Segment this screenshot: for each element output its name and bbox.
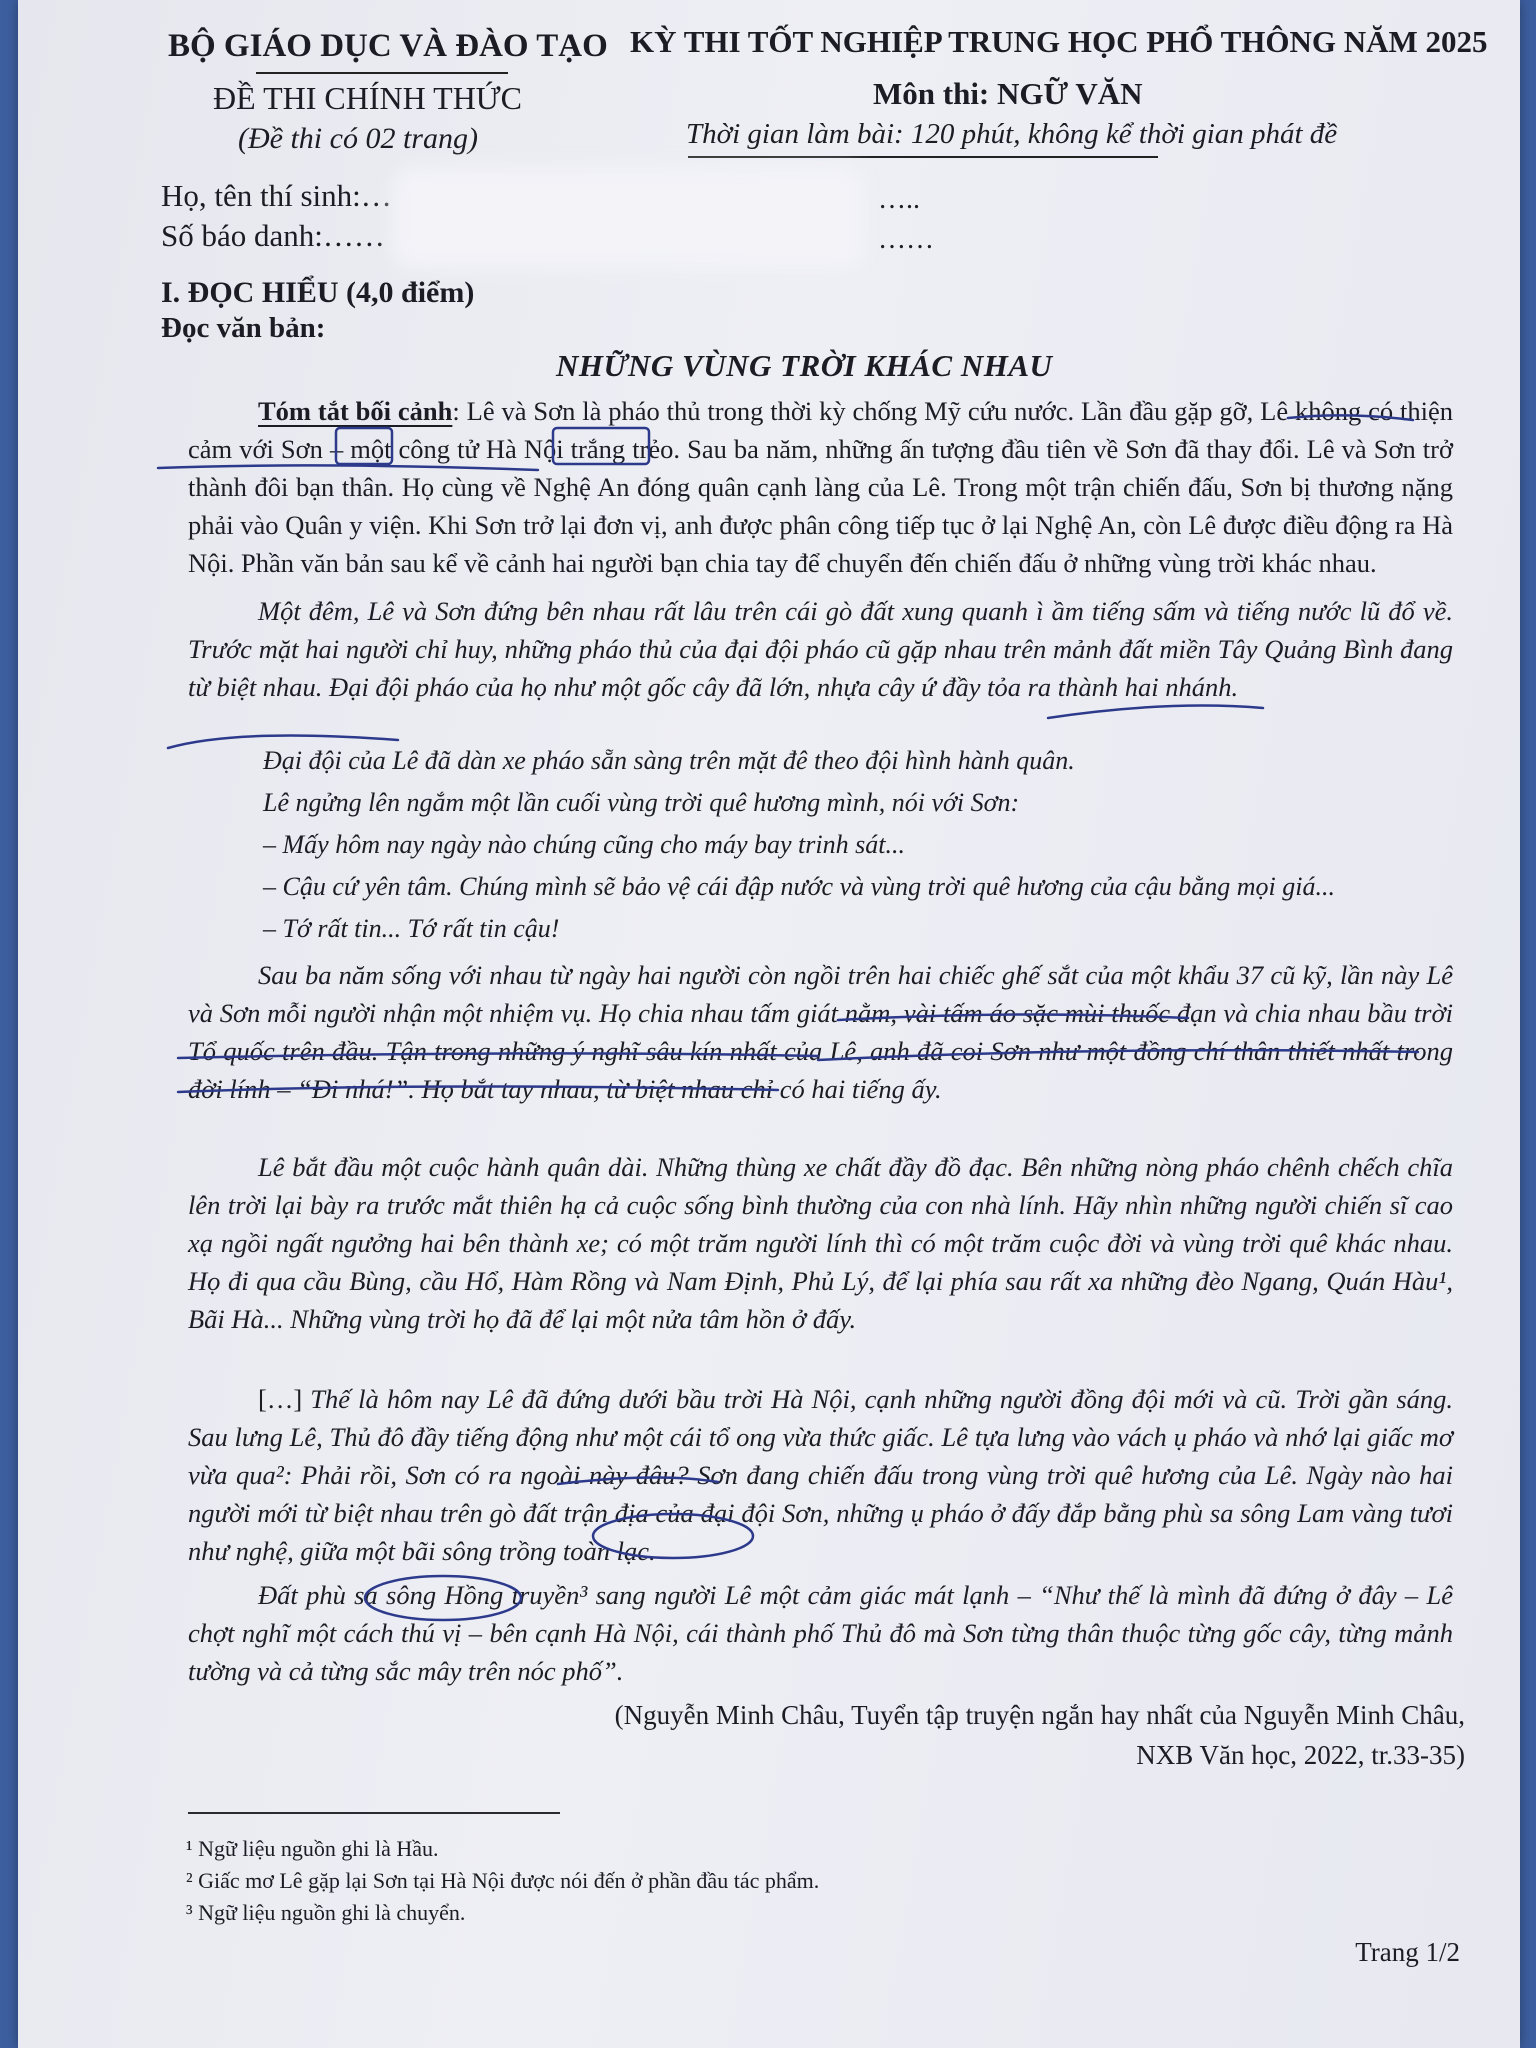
dialogue-2: – Cậu cứ yên tâm. Chúng mình sẽ bảo vệ cái đập nước và vùng trời quê hương của cậu bằng mọi giá... — [263, 872, 1336, 901]
body-paragraph-4: Sau ba năm sống với nhau từ ngày hai người còn ngồi trên hai chiếc ghế sắt của một khẩu 37 cũ kỹ, lần này Lê và Sơn mỗi người nhận một nhiệm vụ. Họ chia nhau tấm giát nằm, vài tấm áo sặc mùi thuốc đạn và chia nhau bầu trời Tổ quốc trên đầu. Tận trong những ý nghĩ sâu kín nhất của Lê, anh đã coi Sơn như một đồng chí thân thiết nhất trong đời lính – “Đi nhá!”. Họ bắt tay nhau, từ biệt nhau chỉ có hai tiếng ấy. — [188, 960, 1453, 1104]
candidate-name-dots: ….. — [878, 184, 920, 215]
pages-note: (Đề thi có 02 trang) — [238, 122, 478, 155]
exam-title: KỲ THI TỐT NGHIỆP TRUNG HỌC PHỔ THÔNG NĂM 2025 — [630, 24, 1488, 59]
footnote-separator — [188, 1812, 560, 1814]
body-paragraph-7: Đất phù sa sông Hồng truyền³ sang người Lê một cảm giác mát lạnh – “Như thế là mình đã đứng ở đây – Lê chợt nghĩ một cách thú vị – bên cạnh Hà Nội, cái thành phố Thủ đô mà Sơn từng thân thuộc từng gốc cây, từng mảnh tường và cả từng sắc mây trên nóc phố”. — [188, 1580, 1453, 1686]
body-paragraph-6-text: Thế là hôm nay Lê đã đứng dưới bầu trời Hà Nội, cạnh những người đồng đội mới và cũ. Trời gần sáng. Sau lưng Lê, Thủ đô đầy tiếng động như một cái tổ ong vừa thức giấc. Lê tựa lưng vào vách ụ pháo và nhớ lại giấc mơ vừa qua²: Phải rồi, Sơn có ra ngoài này đâu? Sơn đang chiến đấu trong vùng trời quê hương của Lê. Ngày nào hai người mới từ biệt nhau trên gò đất trận địa của đại đội Sơn, những ụ pháo ở đấy đắp bằng phù sa sông Lam vàng tươi như nghệ, giữa một bãi sông trồng toàn lạc. — [188, 1384, 1454, 1566]
dialogue-1: – Mấy hôm nay ngày nào chúng cũng cho máy bay trinh sát... — [263, 830, 905, 859]
section-instruction: Đọc văn bản: — [161, 312, 326, 344]
summary-text: : Lê và Sơn là pháo thủ trong thời kỳ chống Mỹ cứu nước. Lần đầu gặp gỡ, Lê không có thiện cảm với Sơn – một công tử Hà Nội trắng trẻo. Sau ba năm, những ấn tượng đầu tiên về Sơn đã thay đổi. Lê và Sơn trở thành đôi bạn thân. Họ cùng về Nghệ An đóng quân cạnh làng của Lê. Trong một trận chiến đấu, Sơn bị thương nặng phải vào Quân y viện. Khi Sơn trở lại đơn vị, anh được phân công tiếp tục ở lại Nghệ An, còn Lê được điều động ra Hà Nội. Phần văn bản sau kể về cảnh hai người bạn chia tay để chuyển đến chiến đấu ở những vùng trời khác nhau. — [188, 396, 1453, 578]
body-paragraph-6 — [188, 1380, 1453, 1570]
redaction-blur — [393, 168, 863, 268]
body-line-2: Đại đội của Lê đã dàn xe pháo sẵn sàng trên mặt đê theo đội hình hành quân. — [263, 746, 1075, 775]
page-number: Trang 1/2 — [1355, 1937, 1460, 1967]
dialogue-3: – Tớ rất tin... Tớ rất tin cậu! — [263, 914, 560, 943]
story-title: NHỮNG VÙNG TRỜI KHÁC NHAU — [556, 348, 1053, 383]
exam-paper — [18, 0, 1520, 2048]
source-line-1: (Nguyễn Minh Châu, Tuyển tập truyện ngắn hay nhất của Nguyễn Minh Châu, — [614, 1700, 1465, 1730]
ministry-name: BỘ GIÁO DỤC VÀ ĐÀO TẠO — [168, 28, 608, 64]
official-label: ĐỀ THI CHÍNH THỨC — [213, 80, 522, 116]
candidate-id-dots: …… — [878, 224, 934, 255]
footnote-1: ¹ Ngữ liệu nguồn ghi là Hầu. — [186, 1836, 439, 1861]
footnote-2: ² Giấc mơ Lê gặp lại Sơn tại Hà Nội được nói đến ở phần đầu tác phẩm. — [186, 1868, 820, 1893]
time-note: Thời gian làm bài: 120 phút, không kể thời gian phát đề — [686, 118, 1338, 150]
candidate-name-label: Họ, tên thí sinh:… — [161, 178, 392, 213]
section-title: I. ĐỌC HIỂU (4,0 điểm) — [161, 276, 475, 309]
summary-paragraph — [188, 392, 1453, 582]
source-line-2: NXB Văn học, 2022, tr.33-35) — [1136, 1740, 1465, 1770]
body-line-3: Lê ngửng lên ngắm một lần cuối vùng trời quê hương mình, nói với Sơn: — [263, 788, 1020, 817]
body-paragraph-5: Lê bắt đầu một cuộc hành quân dài. Những thùng xe chất đầy đồ đạc. Bên những nòng pháo chênh chếch chĩa lên trời lại bày ra trước mắt thiên hạ cả cuộc sống bình thường của con nhà lính. Hãy nhìn những người chiến sĩ cao xạ ngồi ngất ngưởng hai bên thành xe; có một trăm người lính thì có một trăm cuộc đời và vùng trời quê khác nhau. Họ đi qua cầu Bùng, cầu Hổ, Hàm Rồng và Nam Định, Phủ Lý, để lại phía sau rất xa những đèo Ngang, Quán Hàu¹, Bãi Hà... Những vùng trời họ đã để lại một nửa tâm hồn ở đấy. — [188, 1152, 1453, 1334]
candidate-id-label: Số báo danh:…… — [161, 218, 385, 253]
summary-label: Tóm tắt bối cảnh — [258, 396, 453, 426]
body-paragraph-1: Một đêm, Lê và Sơn đứng bên nhau rất lâu trên cái gò đất xung quanh ì ầm tiếng sấm và tiếng nước lũ đổ về. Trước mặt hai người chỉ huy, những pháo thủ của đại đội pháo cũ gặp nhau trên mảnh đất miền Tây Quảng Bình đang từ biệt nhau. Đại đội pháo của họ như một gốc cây đã lớn, nhựa cây ứ đầy tỏa ra thành hai nhánh. — [188, 596, 1453, 702]
footnote-3: ³ Ngữ liệu nguồn ghi là chuyển. — [186, 1900, 466, 1925]
subject-label: Môn thi: NGỮ VĂN — [873, 76, 1143, 111]
ministry-underline — [256, 72, 508, 74]
ink-underline-goc-cay — [1048, 706, 1263, 718]
ellipsis-mark: […] — [258, 1384, 311, 1414]
time-underline — [688, 156, 1158, 158]
